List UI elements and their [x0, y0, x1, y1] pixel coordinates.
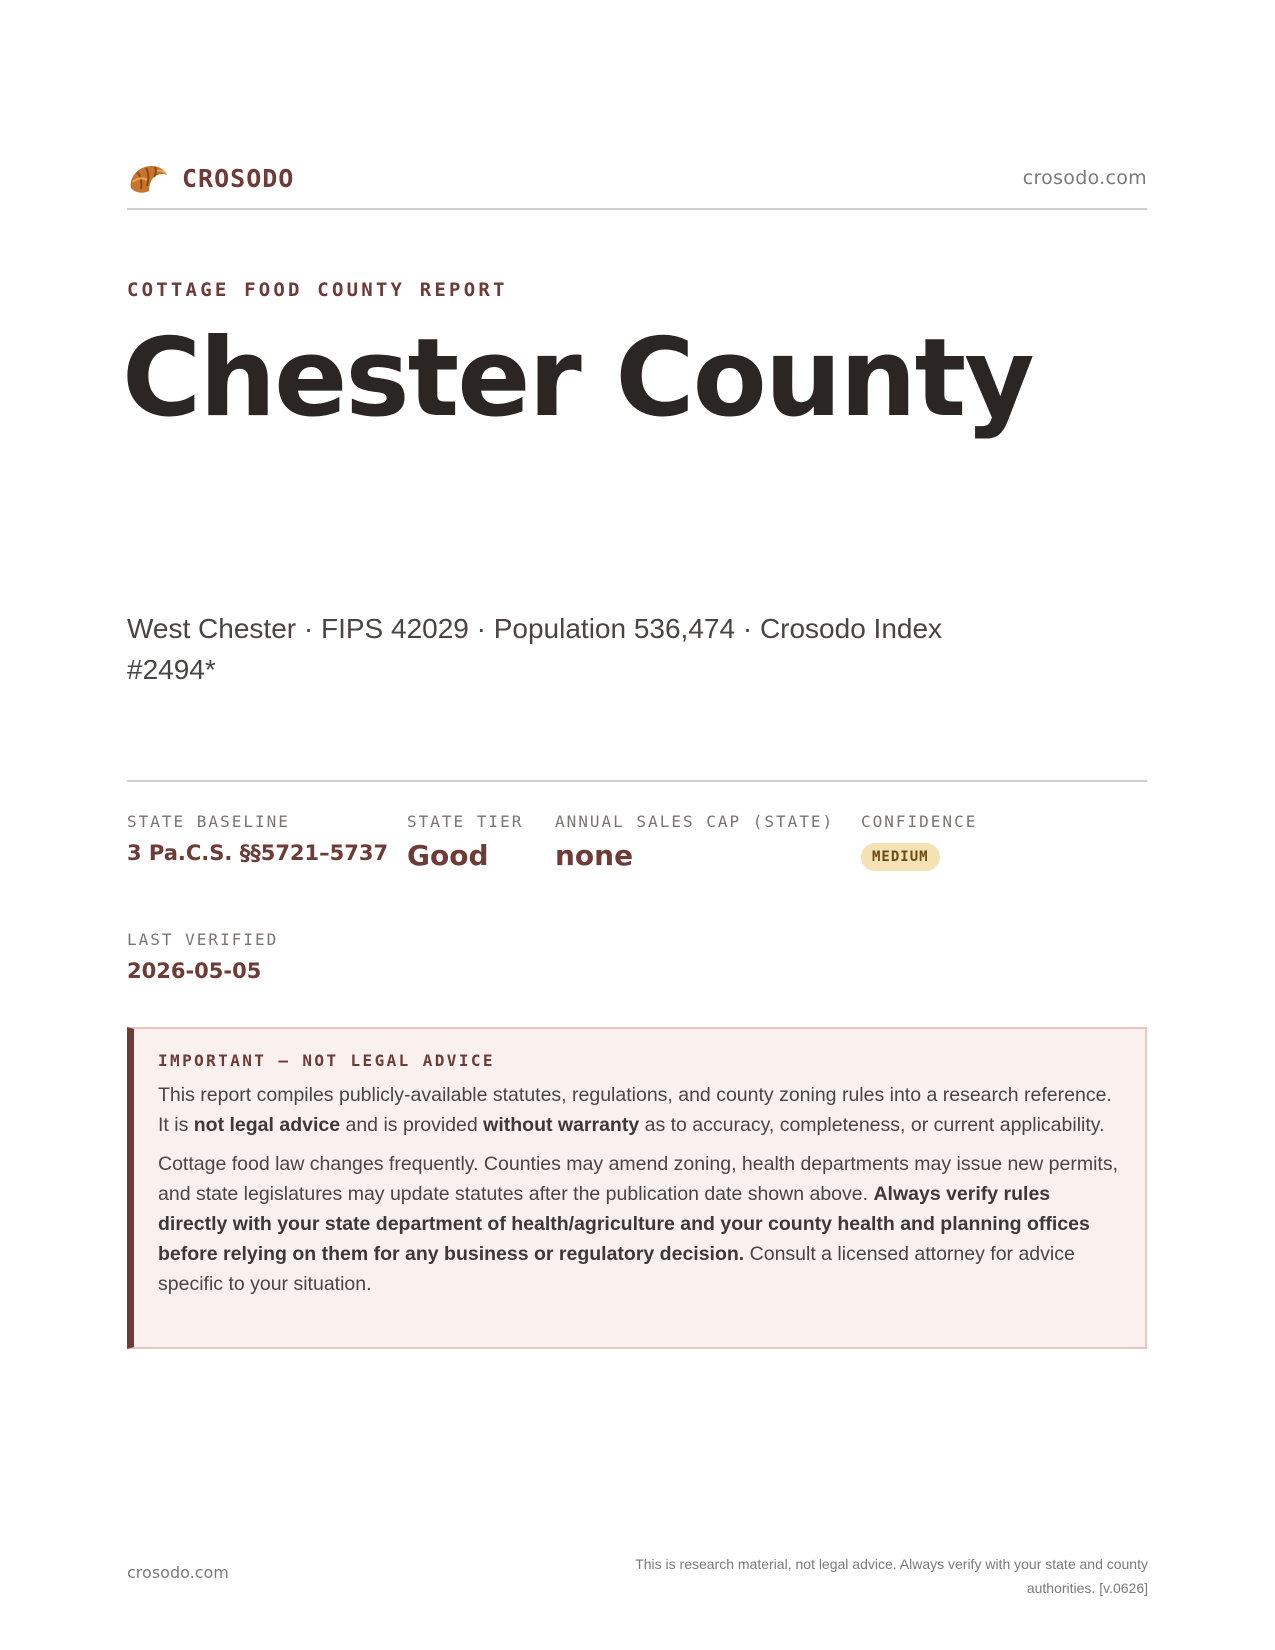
notice-title: IMPORTANT — NOT LEGAL ADVICE	[158, 1051, 495, 1070]
notice-paragraph	[158, 1149, 1121, 1299]
notice-text: as to accuracy, completeness, or current applicability.	[639, 1114, 1105, 1136]
notice-text: This report compiles publicly-available statutes, regulations, and county zoning rules into a research reference. It is	[158, 1084, 1112, 1136]
notice-text: Cottage food law changes frequently. Counties may amend zoning, health departments may issue new permits, and state legislatures may update statutes after the publication date shown above.	[158, 1153, 1118, 1205]
divider	[127, 780, 1147, 782]
brand-name: CROSODO	[182, 163, 295, 193]
stat-label: STATE BASELINE	[127, 812, 290, 831]
page-title: Chester County	[122, 316, 1033, 441]
page-header	[127, 158, 1147, 210]
notice-emphasis: Always verify rules directly with your state department of health/agriculture and your county health and planning offices before relying on them for any business or regulatory decision.	[158, 1183, 1090, 1265]
brand	[127, 158, 294, 198]
stat-label: STATE TIER	[407, 812, 524, 831]
notice-emphasis: without warranty	[483, 1114, 640, 1136]
stat-label: ANNUAL SALES CAP (STATE)	[555, 812, 835, 831]
notice-paragraph	[158, 1080, 1121, 1140]
notice-text: Consult a licensed attorney for advice specific to your situation.	[158, 1243, 1075, 1295]
stat-value: Good	[407, 839, 489, 872]
stat-value: 3 Pa.C.S. §§5721–5737	[127, 841, 389, 865]
footer-disclaimer: This is research material, not legal advice. Always verify with your state and county authorities. [v.0626]	[635, 1556, 1148, 1596]
report-eyebrow: COTTAGE FOOD COUNTY REPORT	[127, 279, 508, 301]
stat-state-baseline	[127, 812, 388, 865]
stat-state-tier	[407, 812, 523, 872]
stat-confidence	[861, 812, 977, 871]
notice-text: and is provided	[340, 1114, 484, 1136]
stat-annual-sales-cap	[555, 812, 834, 872]
stat-value: none	[555, 839, 634, 872]
stat-last-verified	[127, 930, 278, 983]
footer-url[interactable]: crosodo.com	[127, 1563, 229, 1582]
legal-notice	[127, 1027, 1147, 1349]
confidence-badge: MEDIUM	[861, 843, 940, 871]
stat-label: CONFIDENCE	[861, 812, 978, 831]
stat-value: 2026-05-05	[127, 959, 262, 983]
report-subtitle: West Chester · FIPS 42029 · Population 536,474 · Crosodo Index #2494*	[127, 613, 943, 685]
croissant-icon	[127, 158, 169, 198]
site-url[interactable]: crosodo.com	[1022, 167, 1147, 189]
stat-label: LAST VERIFIED	[127, 930, 279, 949]
notice-emphasis: not legal advice	[193, 1114, 341, 1136]
